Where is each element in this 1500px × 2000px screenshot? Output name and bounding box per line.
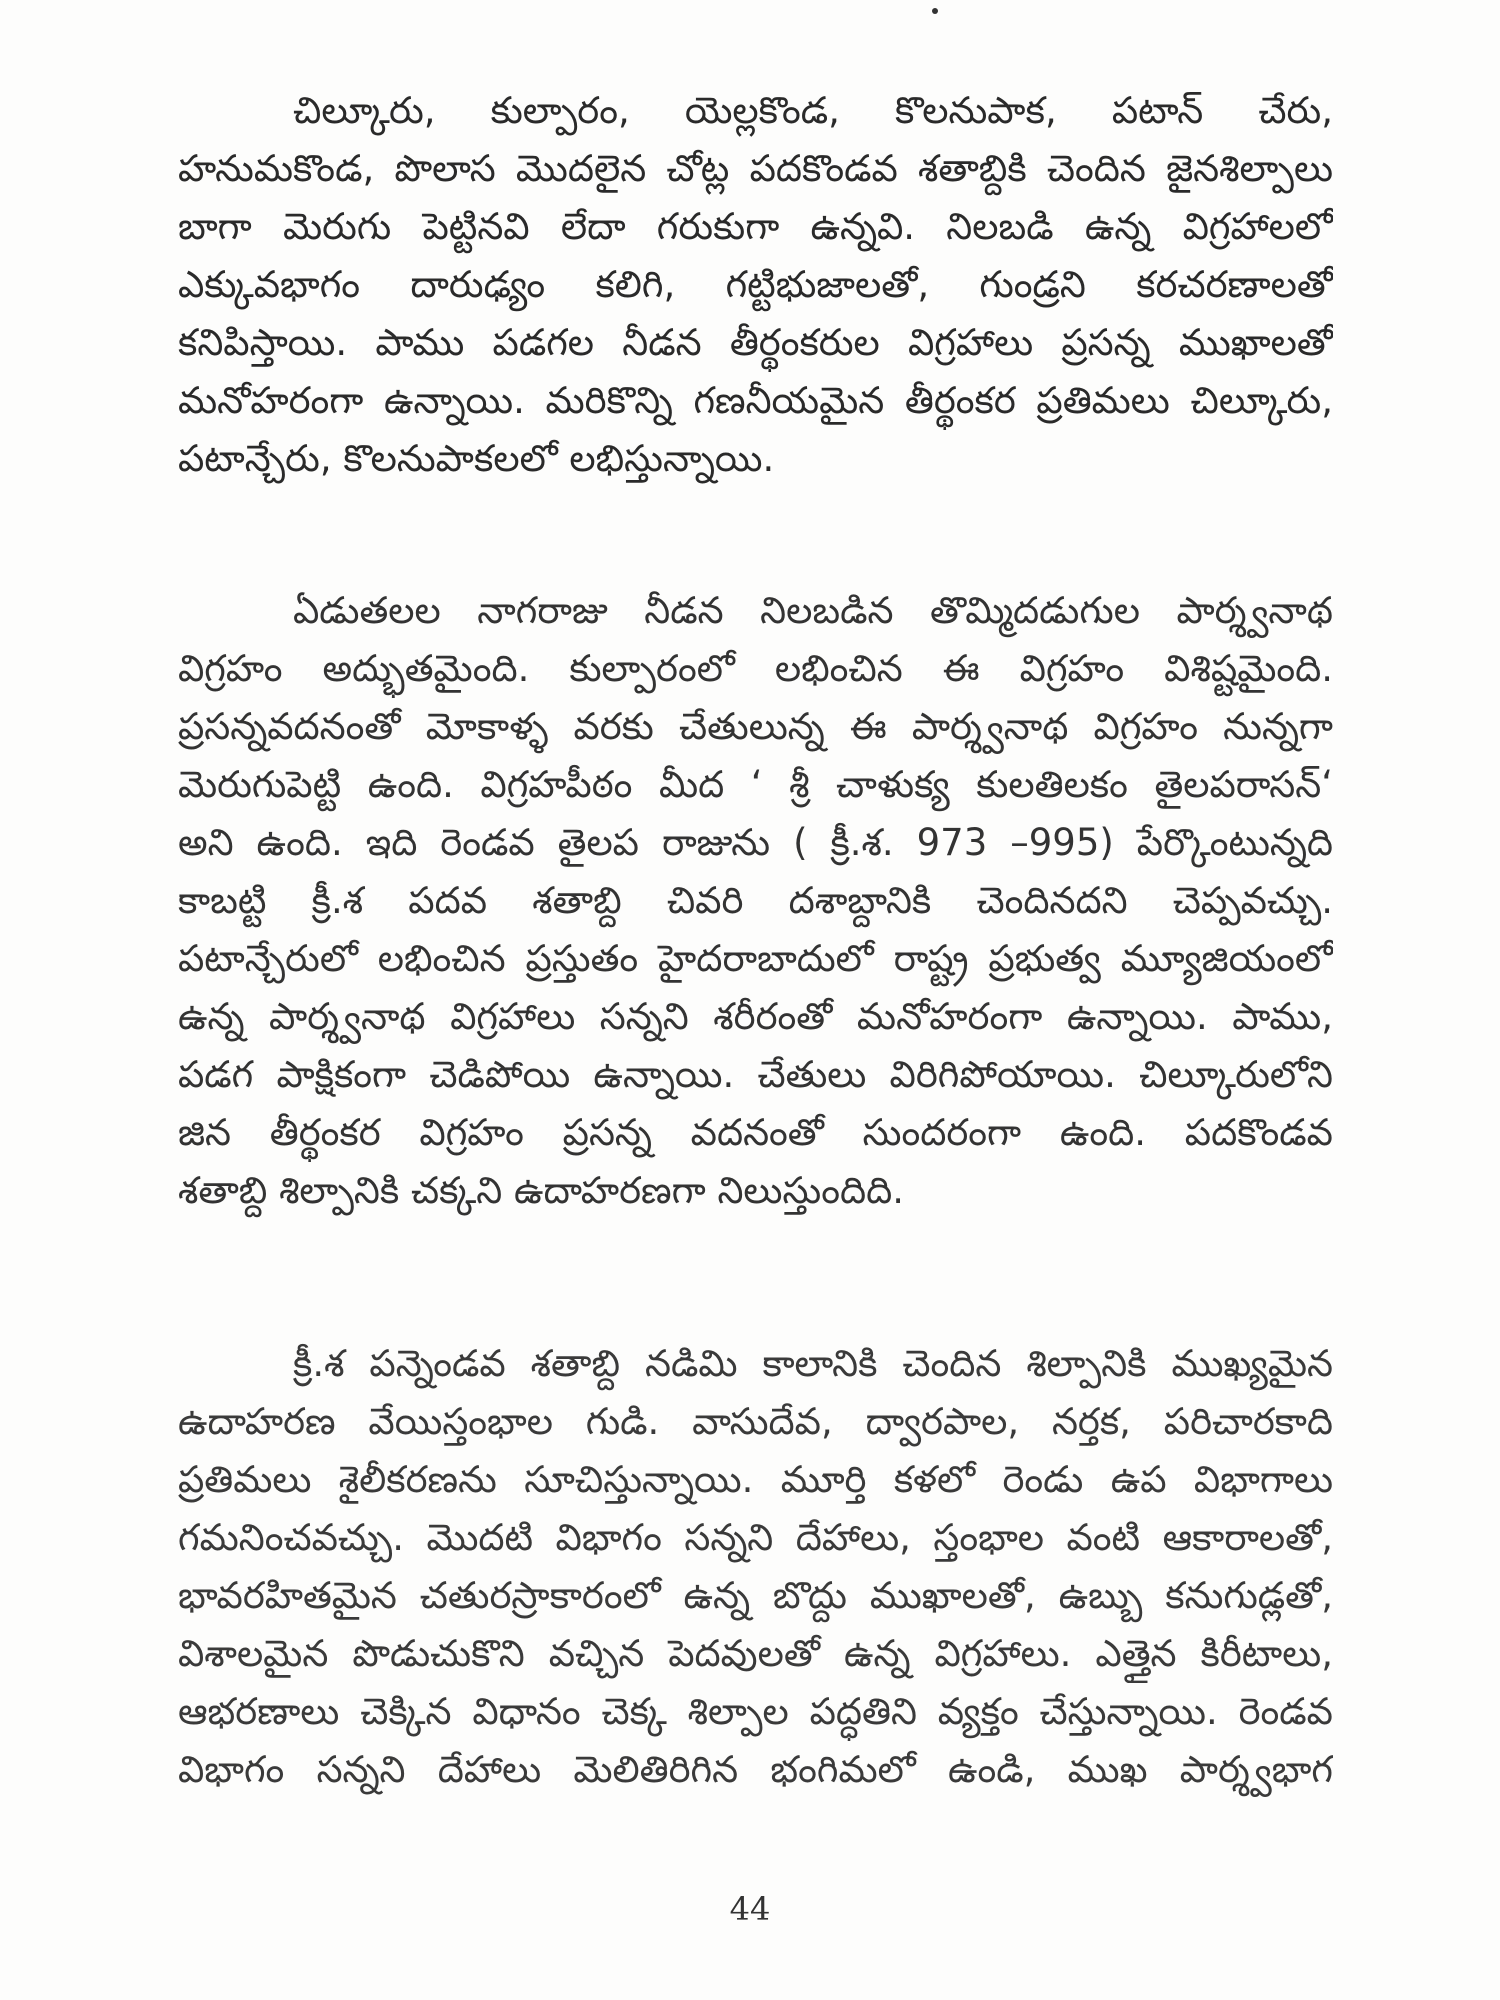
top-mark xyxy=(932,8,938,14)
paragraph-line: పడగ పాక్షికంగా చెడిపోయి ఉన్నాయి. చేతులు విరిగిపోయాయి. చిల్కూరులోని xyxy=(178,1053,1333,1096)
paragraph-line: జిన తీర్థంకర విగ్రహం ప్రసన్న వదనంతో సుందరంగా ఉంది. పదకొండవ xyxy=(178,1111,1333,1154)
paragraph-line: ఉదాహరణ వేయిస్తంభాల గుడి. వాసుదేవ, ద్వారపాల, నర్తక, పరిచారకాది xyxy=(178,1400,1333,1443)
paragraph-line: కాబట్టి క్రీ.శ పదవ శతాబ్ది చివరి దశాబ్దానికి చెందినదని చెప్పవచ్చు. xyxy=(178,879,1333,922)
paragraph-line: ప్రసన్నవదనంతో మోకాళ్ళ వరకు చేతులున్న ఈ పార్శ్వనాథ విగ్రహం నున్నగా xyxy=(178,705,1333,748)
paragraph-line: విశాలమైన పొడుచుకొని వచ్చిన పెదవులతో ఉన్న విగ్రహాలు. ఎత్తైన కిరీటాలు, xyxy=(178,1632,1333,1675)
paragraph-line: ఏడుతలల నాగరాజు నీడన నిలబడిన తొమ్మిదడుగుల పార్శ్వనాథ xyxy=(293,589,1333,632)
paragraph-line: మెరుగుపెట్టి ఉంది. విగ్రహపీఠం మీద ‘ శ్రీ చాళుక్య కులతిలకం తైలపరాసన్‘ xyxy=(178,763,1333,806)
paragraph-3 xyxy=(178,1335,1333,1799)
paragraph-line: కనిపిస్తాయి. పాము పడగల నీడన తీర్థంకరుల విగ్రహాలు ప్రసన్న ముఖాలతో xyxy=(178,321,1333,364)
paragraph-line: హనుమకొండ, పొలాస మొదలైన చోట్ల పదకొండవ శతాబ్దికి చెందిన జైనశిల్పాలు xyxy=(178,147,1333,190)
paragraph-line: ఆభరణాలు చెక్కిన విధానం చెక్క శిల్పాల పద్ధతిని వ్యక్తం చేస్తున్నాయి. రెండవ xyxy=(178,1690,1333,1733)
paragraph-line: ఎక్కువభాగం దారుఢ్యం కలిగి, గట్టిభుజాలతో, గుండ్రని కరచరణాలతో xyxy=(178,263,1333,306)
paragraph-line: చిల్కూరు, కుల్పారం, యెల్లకొండ, కొలనుపాక, పటాన్ చేరు, xyxy=(293,89,1333,132)
paragraph-line: అని ఉంది. ఇది రెండవ తైలప రాజును ( క్రీ.శ. 973 –995) పేర్కొంటున్నది xyxy=(178,821,1333,864)
paragraph-line: మనోహరంగా ఉన్నాయి. మరికొన్ని గణనీయమైన తీర్థంకర ప్రతిమలు చిల్కూరు, xyxy=(178,379,1333,422)
page-number: 44 xyxy=(729,1890,771,1928)
paragraph-line: పటాన్చేరు, కొలనుపాకలలో లభిస్తున్నాయి. xyxy=(178,437,775,480)
paragraph-line: భావరహితమైన చతురస్రాకారంలో ఉన్న బొద్దు ముఖాలతో, ఉబ్బు కనుగుడ్లతో, xyxy=(178,1574,1333,1617)
paragraph-2 xyxy=(178,582,1333,1220)
paragraph-line: శతాబ్ది శిల్పానికి చక్కని ఉదాహరణగా నిలుస్తుందిది. xyxy=(178,1169,904,1212)
paragraph-line: విభాగం సన్నని దేహాలు మెలితిరిగిన భంగిమలో ఉండి, ముఖ పార్శ్వభాగ xyxy=(178,1748,1333,1791)
paragraph-line: ప్రతిమలు శైలీకరణను సూచిస్తున్నాయి. మూర్తి కళలో రెండు ఉప విభాగాలు xyxy=(178,1458,1333,1501)
paragraph-line: ఉన్న పార్శ్వనాథ విగ్రహాలు సన్నని శరీరంతో మనోహరంగా ఉన్నాయి. పాము, xyxy=(178,995,1333,1038)
paragraph-line: గమనించవచ్చు. మొదటి విభాగం సన్నని దేహాలు, స్తంభాల వంటి ఆకారాలతో, xyxy=(178,1516,1333,1559)
paragraph-line: క్రీ.శ పన్నెండవ శతాబ్ది నడిమి కాలానికి చెందిన శిల్పానికి ముఖ్యమైన xyxy=(293,1342,1333,1385)
paragraph-line: విగ్రహం అద్భుతమైంది. కుల్పారంలో లభించిన ఈ విగ్రహం విశిష్టమైంది. xyxy=(178,647,1333,690)
paragraph-line: పటాన్చేరులో లభించిన ప్రస్తుతం హైదరాబాదులో రాష్ట్ర ప్రభుత్వ మ్యూజియంలో xyxy=(178,937,1333,980)
paragraph-line: బాగా మెరుగు పెట్టినవి లేదా గరుకుగా ఉన్నవి. నిలబడి ఉన్న విగ్రహాలలో xyxy=(178,205,1333,248)
paragraph-1 xyxy=(178,82,1333,488)
